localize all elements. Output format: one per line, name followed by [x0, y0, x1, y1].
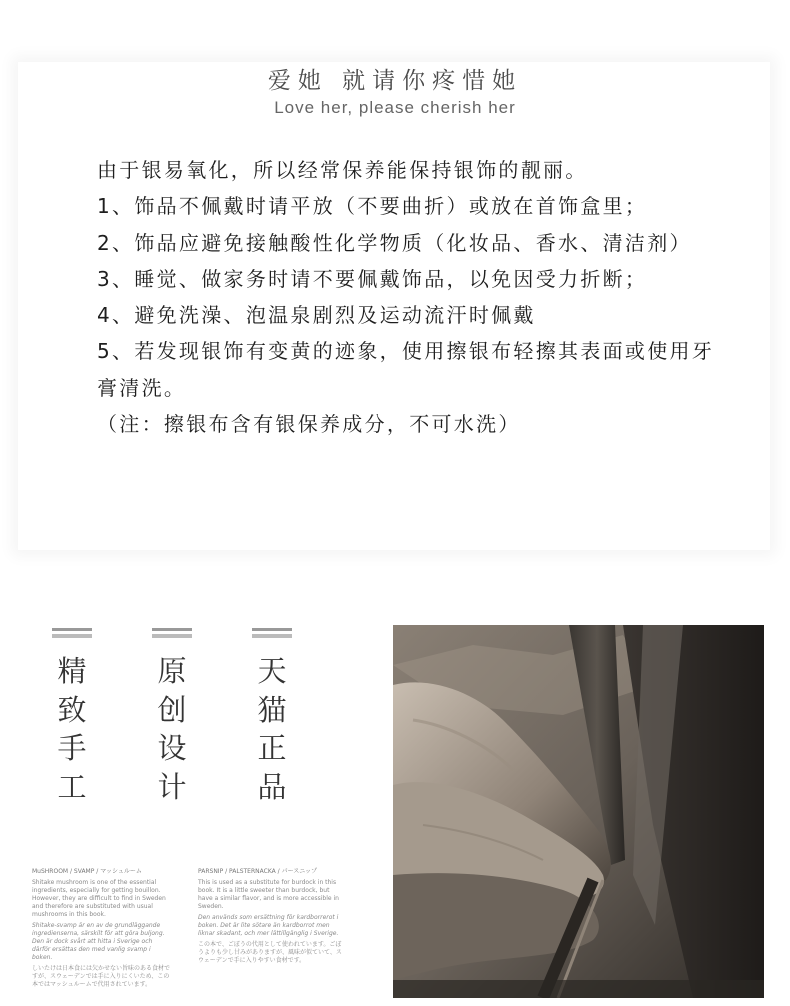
- note-english: Shitake mushroom is one of the essential ingredients, especially for getting bouillon. However, they are difficult to find in Sweden and therefore are substituted with usual mushrooms in this book.: [32, 879, 166, 918]
- feature-char: 致: [57, 692, 87, 727]
- feature-divider: [252, 634, 292, 638]
- feature-divider: [52, 634, 92, 638]
- note-english: This is used as a substitute for burdock in this book. It is a little sweeter than burdock, but have a similar flavor, and is more accessible in Sweden.: [198, 879, 339, 910]
- feature-char: 猫: [257, 692, 287, 727]
- care-item-1: 1、饰品不佩戴时请平放（不要曲折）或放在首饰盒里；: [97, 194, 648, 219]
- note-japanese: しいたけは日本食には欠かせない旨味のある食材ですが、スウェーデンでは手に入りにくいため、この本ではマッシュルームで代用されています。: [32, 965, 171, 988]
- feature-divider: [252, 628, 292, 631]
- feature-divider: [52, 628, 92, 631]
- hand-crafting-illustration: [393, 625, 764, 998]
- hand-crafting-photo: [393, 625, 764, 998]
- note-heading: PARSNIP / PALSTERNACKA / パースニップ: [198, 868, 318, 875]
- feature-char: 手: [57, 731, 87, 765]
- feature-char: 精: [57, 654, 87, 688]
- care-item-5: 5、若发现银饰有变黄的迹象，使用擦银布轻擦其表面或使用牙膏清洗。: [97, 339, 715, 400]
- care-item-4: 4、避免洗澡、泡温泉剧烈及运动流汗时佩戴: [97, 303, 536, 328]
- feature-vertical-text: [52, 652, 92, 806]
- note-swedish: Shitake-svamp är en av de grundläggande ingredienserna, särskilt för att göra buljong. Den är dock svårt att hitta i Sverige och därför ersättas den med vanlig svamp i boken.: [32, 922, 165, 961]
- feature-char: 品: [257, 769, 287, 804]
- feature-char: 正: [257, 731, 287, 765]
- feature-char: 工: [57, 769, 87, 804]
- feature-original-design: [152, 628, 192, 806]
- feature-char: 计: [157, 769, 187, 804]
- feature-handmade: [52, 628, 92, 806]
- feature-divider: [152, 634, 192, 638]
- feature-char: 原: [157, 654, 187, 688]
- headline-cn: 爱她 就请你疼惜她: [267, 68, 523, 94]
- note-japanese: この本で、ごぼうの代用として使われています。ごぼうよりも少し甘みがありますが、風味が似ていて、スウェーデンで手に入りやすい食材です。: [198, 941, 342, 964]
- headline-en: Love her, please cherish her: [274, 98, 516, 117]
- feature-char: 天: [257, 654, 287, 688]
- care-note: （注：擦银布含有银保养成分，不可水洗）: [97, 412, 521, 437]
- care-item-3: 3、睡觉、做家务时请不要佩戴饰品，以免因受力折断；: [97, 266, 648, 291]
- feature-genuine-tmall: [252, 628, 292, 806]
- feature-char: 创: [157, 692, 187, 727]
- note-mushroom: [32, 868, 172, 992]
- note-heading: MuSHROOM / SVAMP / マッシュルーム: [32, 868, 142, 875]
- feature-vertical-text: [252, 652, 292, 806]
- care-instructions-text: [97, 152, 727, 442]
- feature-vertical-text: [152, 652, 192, 806]
- care-item-2: 2、饰品应避免接触酸性化学物质（化妆品、香水、清洁剂）: [97, 230, 692, 255]
- note-parsnip: [198, 868, 343, 968]
- care-intro: 由于银易氧化，所以经常保养能保持银饰的靓丽。: [97, 158, 588, 182]
- feature-divider: [152, 628, 192, 631]
- note-swedish: Den används som ersättning för kardborrerot i boken. Det är lite sötare än kardborrot men liknar skadant, och mer lättillgänglig i Sverige.: [198, 914, 339, 937]
- feature-char: 设: [157, 731, 187, 765]
